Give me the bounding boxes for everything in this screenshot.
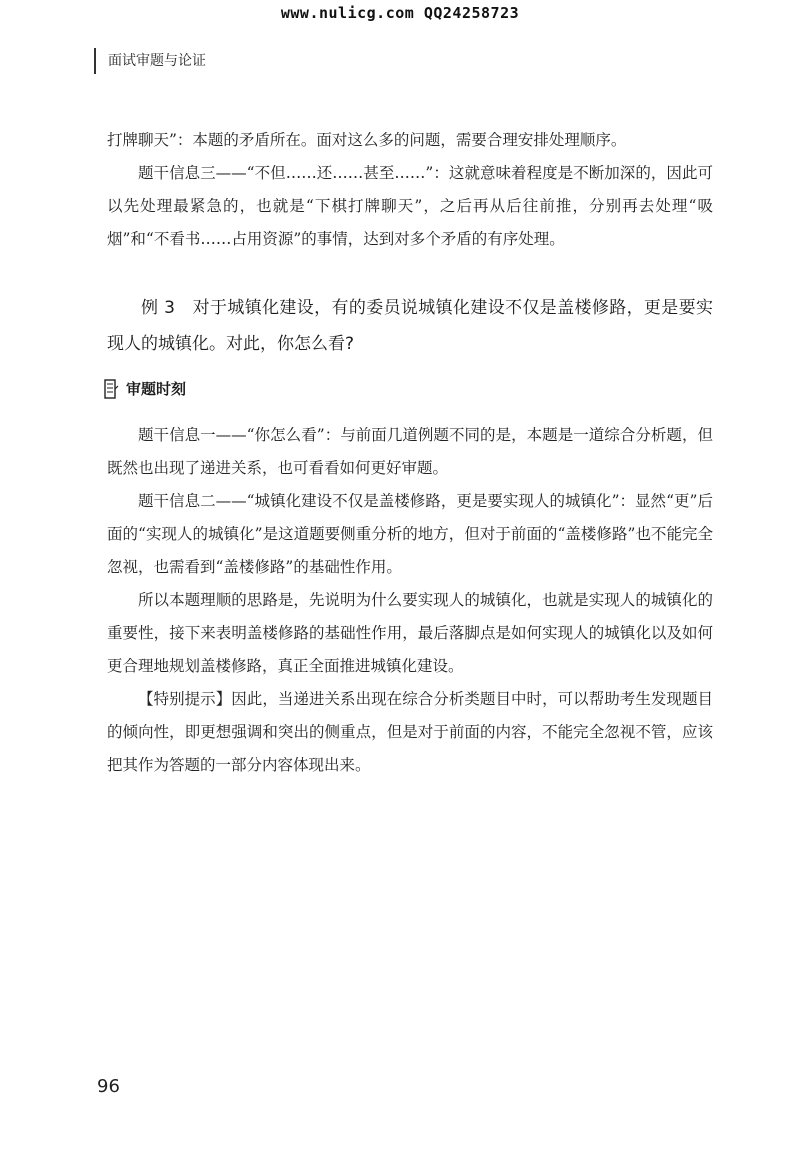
page-number: 96 [97, 1076, 120, 1097]
section-title: 审题时刻 [126, 380, 187, 398]
running-header: 面试审题与论证 [94, 48, 206, 74]
paragraph-info-two: 题干信息二——“城镇化建设不仅是盖楼修路，更是要实现人的城镇化”：显然“更”后面的“实现人的城镇化”是这道题要侧重分析的地方，但对于前面的“盖楼修路”也不能完全忽视，也需看到“盖楼修路”的基础性作用。 [107, 492, 713, 576]
paragraph-special-tip: 【特别提示】因此，当递进关系出现在综合分析类题目中时，可以帮助考生发现题目的倾向性，即更想强调和突出的侧重点，但是对于前面的内容，不能完全忽视不管，应该把其作为答题的一部分内容体现出来。 [107, 690, 713, 774]
section-heading [104, 378, 186, 399]
paragraph-info-three: 题干信息三——“不但……还……甚至……”：这就意味着程度是不断加深的，因此可以先处理最紧急的，也就是“下棋打牌聊天”，之后再从后往前推，分别再去处理“吸烟”和“不看书……占用资源”的事情，达到对多个矛盾的有序处理。 [107, 164, 713, 248]
paragraph-continuation: 打牌聊天”：本题的矛盾所在。面对这么多的问题，需要合理安排处理顺序。 [107, 131, 627, 149]
watermark: www.nulicg.com QQ24258723 [280, 4, 520, 22]
magnifier-note-icon [104, 379, 119, 399]
paragraph-info-one: 题干信息一——“你怎么看”：与前面几道例题不同的是，本题是一道综合分析题，但既然也出现了递进关系，也可看看如何更好审题。 [107, 426, 713, 477]
example-question: 例 3 对于城镇化建设，有的委员说城镇化建设不仅是盖楼修路，更是要实现人的城镇化。对此，你怎么看? [107, 298, 713, 354]
paragraph-reasoning: 所以本题理顺的思路是，先说明为什么要实现人的城镇化，也就是实现人的城镇化的重要性，接下来表明盖楼修路的基础性作用，最后落脚点是如何实现人的城镇化以及如何更合理地规划盖楼修路，真正全面推进城镇化建设。 [107, 591, 713, 675]
